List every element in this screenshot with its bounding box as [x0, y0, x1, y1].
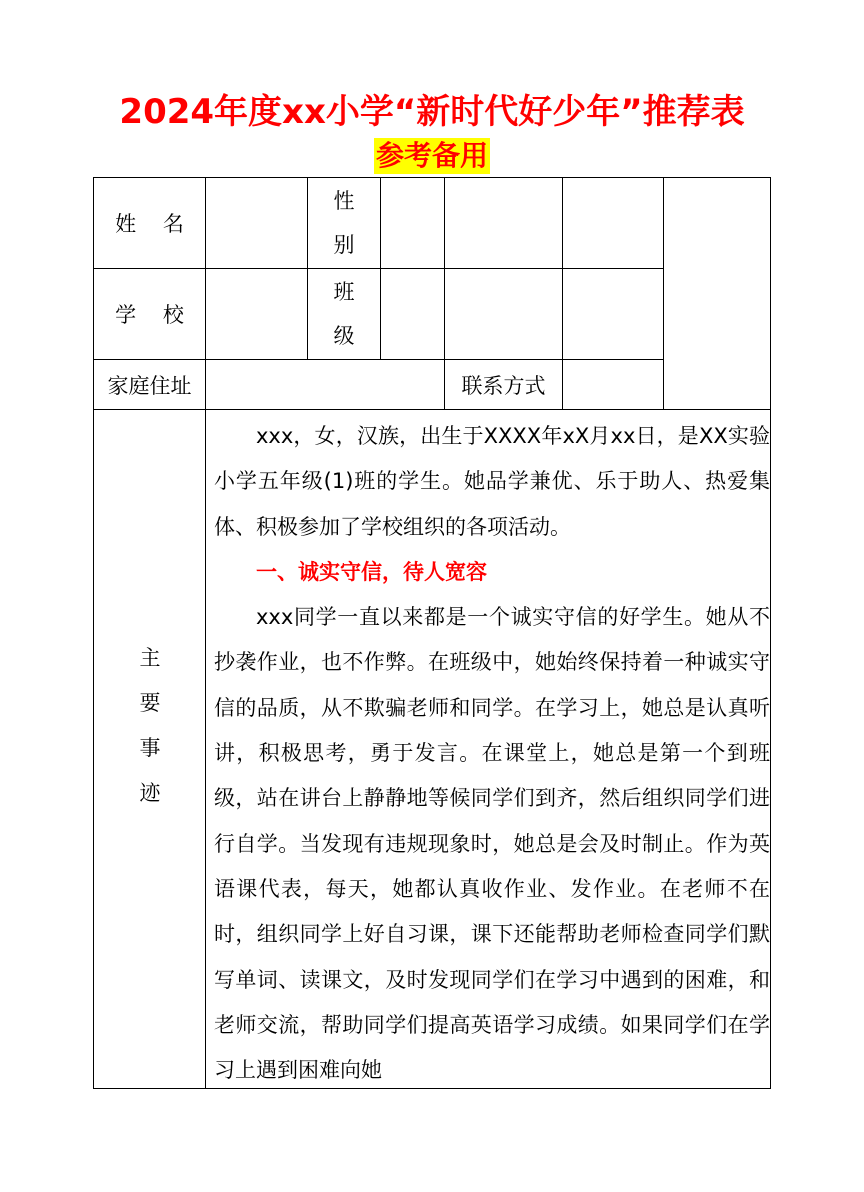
gender-label: [308, 178, 380, 268]
name-label: 姓 名: [115, 212, 184, 236]
gender-label-char-2: 别: [333, 233, 355, 257]
deeds-label: [95, 636, 205, 816]
contact-label: 联系方式: [461, 373, 546, 398]
col-line-6: [663, 177, 664, 409]
subtitle-wrap: [0, 138, 864, 174]
school-label: 学 校: [115, 303, 184, 327]
intro-paragraph: xxx，女，汉族，出生于XXXX年xX月xx日，是XX实验小学五年级(1)班的学生。她品学兼优、乐于助人、热爱集体、积极参加了学校组织的各项活动。: [214, 424, 770, 539]
col-line-label: [205, 177, 206, 1089]
row-line-3: [93, 409, 771, 410]
section1-heading: 一、诚实守信，待人宽容: [256, 559, 487, 584]
class-label: [308, 269, 380, 359]
col-line-5: [562, 177, 563, 409]
table-border-right: [770, 177, 771, 1089]
col-line-3: [380, 177, 381, 359]
document-title: 2024年度xx小学“新时代好少年”推荐表: [119, 92, 745, 132]
deeds-label-char-1: 主: [139, 646, 161, 670]
deeds-label-char-4: 迹: [139, 781, 161, 805]
name-value[interactable]: [206, 178, 307, 268]
subtitle-highlight: 参考备用: [375, 139, 488, 172]
gender-label-char-1: 性: [333, 189, 355, 213]
class-label-char-2: 级: [333, 324, 355, 348]
section1-paragraph: xxx同学一直以来都是一个诚实守信的好学生。她从不抄袭作业，也不作弊。在班级中，她始终保持着一种诚实守信的品质，从不欺骗老师和同学。在学习上，她总是认真听讲，积极思考，勇于发言。在课堂上，她总是第一个到班级，站在讲台上静静地等候同学们到齐，然后组织同学们进行自学。当发现有违规现象时，她总是会及时制止。作为英语课代表，每天，她都认真收作业、发作业。在老师不在时，组织同学上好自习课，课下还能帮助老师检查同学们默写单词、读课文，及时发现同学们在学习中遇到的困难，和老师交流，帮助同学们提高英语学习成绩。如果同学们在学习上遇到困难向她: [214, 605, 770, 1083]
deeds-label-char-2: 要: [139, 691, 161, 715]
address-label: 家庭住址: [107, 373, 192, 398]
deeds-label-char-3: 事: [139, 736, 161, 760]
deeds-content: [214, 414, 770, 1093]
class-label-char-1: 班: [333, 280, 355, 304]
